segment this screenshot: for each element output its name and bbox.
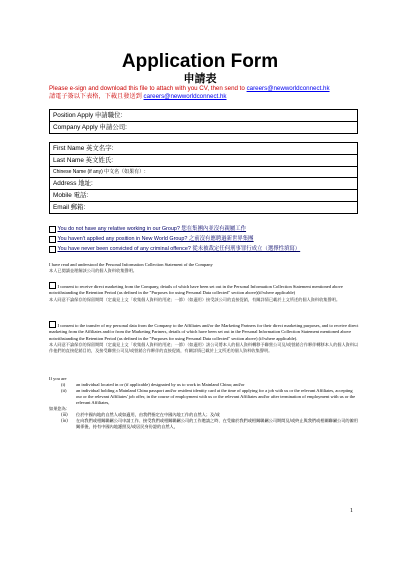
- pics-intro-en: I have read and understood the Personal Information Collection Statement of the Company: [49, 262, 213, 267]
- instruction-zh: [49, 93, 227, 101]
- position-apply-label: Position Apply 申請職位:: [53, 112, 123, 119]
- consent-direct-marketing-zh: 本人同意不論保存的保留期間（定義見上文「收集個人資料的用途」一節）（如適用）接受該公司的直接促銷，有關詳情已載於上文所述的個人資料收集聲明。: [49, 296, 341, 302]
- checkbox-no-relative-label: You do not have any relative working in our Group? 您在集團內並沒有親屬工作: [57, 226, 247, 232]
- consent-direct-marketing-checkbox[interactable]: [49, 282, 56, 289]
- consent-transfer: [49, 321, 359, 354]
- if-you-heading-zh: 如果您為：: [49, 406, 70, 411]
- consent-transfer-checkbox[interactable]: [49, 321, 56, 328]
- email-field[interactable]: [50, 202, 357, 214]
- mobile-field[interactable]: [50, 190, 357, 202]
- consent-direct-marketing-en: I consent to receive direct marketing from the Company, details of which have been set out in the Personal Information Collection Statement mentioned above notwithstanding the Retention Period (as defined in the "Purposes for using Personal Data collected" section above)(if/where applicable): [49, 284, 343, 296]
- consent-transfer-zh: 本人同意不論保存的保留期間（定義見上文「收集個人資料的用途」一節）（如適用）該公司將本人的個人資料轉移予聯營公司及/或營銷合作夥伴轉移本人的個人資料以作他們的直接促銷目的，及接受聯營公司及/或營銷合作夥伴的直接促銷，有關詳情已載於上文所述的個人資料收集聲明。: [49, 341, 359, 354]
- checkbox-no-conviction[interactable]: [49, 245, 300, 253]
- address-field[interactable]: [50, 178, 357, 190]
- item-text: 在向我們或相關聯屬公司申請工作、接受我們或相關聯屬公司的工作邀請之時、在受僱於我們或相關聯屬公司期間及/或終止與我們或相關聯屬公司的僱用關係後，持有中國內地護照及/或居民身份證的自然人，: [76, 418, 358, 429]
- page-subtitle: 申請表: [183, 72, 217, 85]
- item-text: an individual holding a Mainland China passport and/or resident identity card at the time of applying for a job with us or the relevant Affiliates, accepting our or the relevant Affiliates' job offer, in the course of employment with us or the relevant Affiliates and/or after termination of employment with us or the relevant Affiliates,: [76, 388, 356, 405]
- item-number: (iv): [61, 418, 68, 423]
- item-text: 位於中國內地的自然人或如適用，由我們指定在中國內地工作的自然人；及/或: [76, 412, 220, 417]
- item-number: (iii): [61, 412, 68, 417]
- instruction-en: [49, 85, 330, 93]
- careers-email-link-zh[interactable]: careers@newworldconnect.hk: [143, 93, 227, 100]
- chinese-name-field[interactable]: [50, 167, 357, 178]
- checkbox-no-conviction-label: You have never been convicted of any criminal offence? 從未被裁定任何刑事罪行成立（選擇性填寫）: [57, 246, 301, 252]
- checkbox-icon[interactable]: [49, 246, 56, 253]
- consent-transfer-en: I consent to the transfer of my personal data from the Company to the Affiliates and/or the Marketing Partners for their direct marketing purposes, and to receive direct marketing from the Affiliates and/or from the Marketing Partners, details of which have been set out in the Personal Information Collection Statement mentioned above notwithstanding the Retention Period (as defined in the "Purposes for using Personal Data collected" section above) (if/where applicable).: [49, 323, 359, 341]
- email-label: Email 郵箱:: [53, 204, 86, 211]
- instruction-zh-text: 請電子簽以下表格，下載且發送到: [49, 93, 144, 100]
- checkbox-icon[interactable]: [49, 226, 56, 233]
- checkbox-no-relative[interactable]: [49, 225, 246, 233]
- item-text: an individual located in or (if applicable) designated by us to work in Mainland China; and/or: [76, 382, 245, 387]
- first-name-field[interactable]: [50, 143, 357, 155]
- chinese-name-label: Chinese Name (if any) 中文名（如果有）:: [53, 169, 146, 175]
- checkbox-not-applied-label: You haven't applied any position in New World Group? 之前沒有應聘過新世界集團: [57, 236, 254, 242]
- first-name-label: First Name 英文名字:: [53, 145, 114, 152]
- instruction-en-text: Please e-sign and download this file to attach with you CV, then send to: [49, 85, 247, 92]
- position-apply-field[interactable]: [50, 110, 357, 122]
- pics-intro: [49, 262, 359, 275]
- checkbox-not-applied[interactable]: [49, 235, 254, 243]
- company-apply-field[interactable]: [50, 122, 357, 134]
- pics-intro-zh: 本人已閱讀並理解該公司的個人資料收集聲明。: [49, 268, 137, 274]
- address-label: Address 地址:: [53, 180, 93, 187]
- personal-info-box: [49, 142, 358, 214]
- last-name-label: Last Name 英文姓氏:: [53, 157, 114, 164]
- if-you-section: [49, 376, 359, 430]
- page-number: 1: [350, 508, 353, 514]
- consent-direct-marketing: [49, 282, 359, 303]
- last-name-field[interactable]: [50, 155, 357, 167]
- if-you-item-zh: [49, 418, 359, 430]
- company-apply-label: Company Apply 申請公司:: [53, 124, 127, 131]
- if-you-item: [49, 388, 359, 406]
- careers-email-link-en[interactable]: careers@newworldconnect.hk: [246, 85, 330, 92]
- item-number: (ii): [61, 388, 67, 393]
- page-title: Application Form: [121, 51, 279, 72]
- mobile-label: Mobile 電話:: [53, 192, 89, 199]
- item-number: (i): [61, 382, 66, 387]
- position-box: [49, 109, 358, 134]
- if-you-heading-en: If you are: [49, 376, 67, 381]
- checkbox-icon[interactable]: [49, 236, 56, 243]
